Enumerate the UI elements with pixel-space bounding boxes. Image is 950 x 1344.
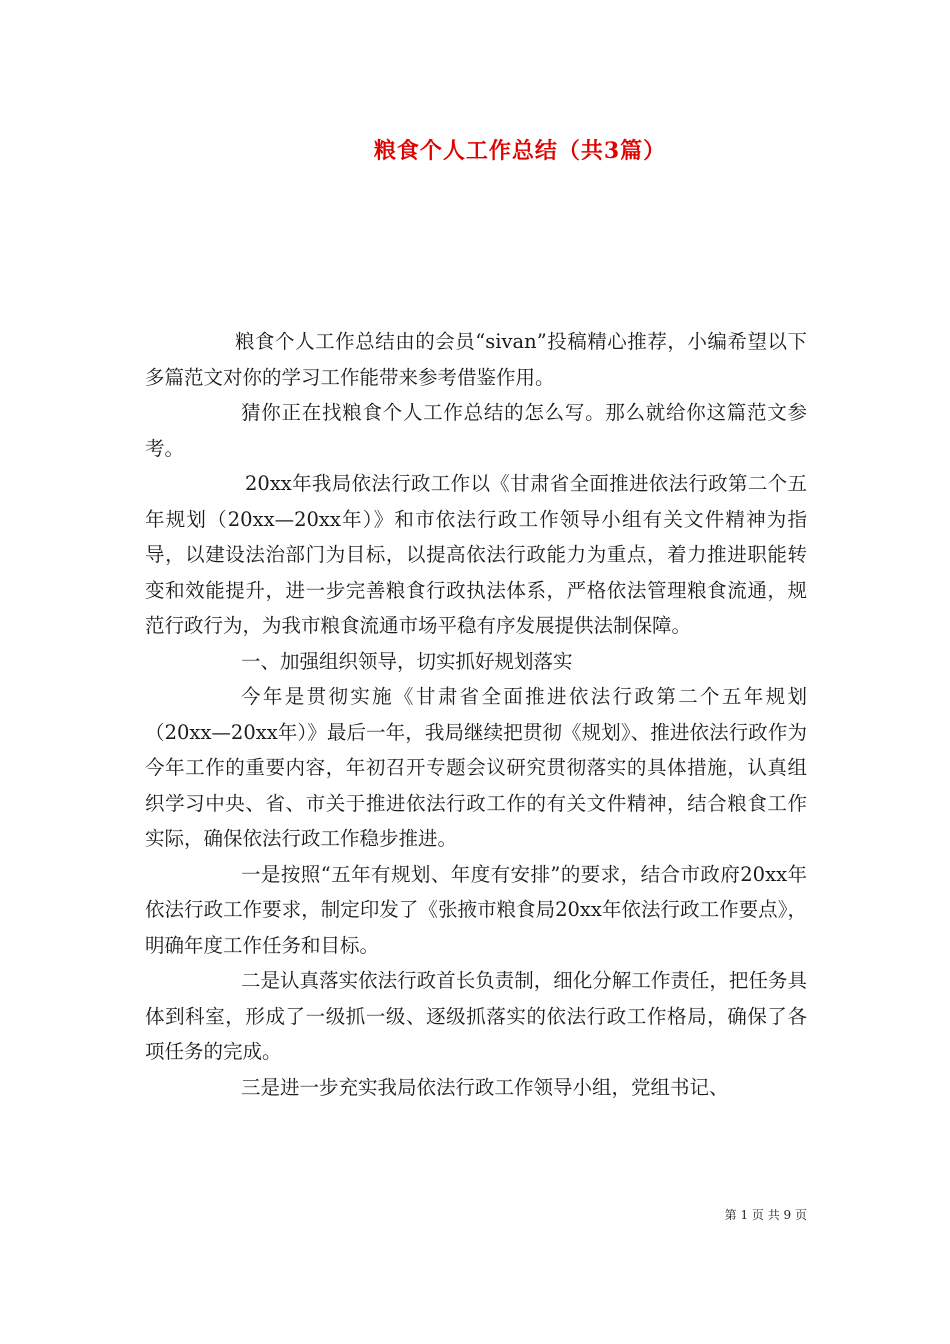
paragraph-plan: 今年是贯彻实施《甘肃省全面推进依法行政第二个五年规划（20xx—20xx年）》最后一年，我局继续把贯彻《规划》、推进依法行政作为今年工作的重要内容，年初召开专题会议研究贯彻落实的具体措施，认真组织学习中央、省、市关于推进依法行政工作的有关文件精神，结合粮食工作实际，确保依法行政工作稳步推进。	[145, 685, 807, 850]
document-title: 粮食个人工作总结（共3篇）	[373, 138, 667, 164]
paragraph-overview: 20xx年我局依法行政工作以《甘肃省全面推进依法行政第二个五年规划（20xx—20xx年）》和市依法行政工作领导小组有关文件精神为指导，以建设法治部门为目标，以提高依法行政能力为重点，着力推进职能转变和效能提升，进一步完善粮食行政执法体系，严格依法管理粮食流通，规范行政行为，为我市粮食流通市场平稳有序发展提供法制保障。	[145, 472, 807, 637]
paragraph-point-3: 三是进一步充实我局依法行政工作领导小组，党组书记、	[241, 1075, 729, 1099]
paragraph-point-2: 二是认真落实依法行政首长负责制，细化分解工作责任，把任务具体到科室，形成了一级抓一级、逐级抓落实的依法行政工作格局，确保了各项任务的完成。	[145, 969, 807, 1063]
paragraph-guess: 猜你正在找粮食个人工作总结的怎么写。那么就给你这篇范文参考。	[145, 401, 807, 460]
section-heading-1: 一、加强组织领导，切实抓好规划落实	[241, 649, 573, 673]
document-body	[145, 324, 807, 1105]
paragraph-intro: 粮食个人工作总结由的会员“sivan”投稿精心推荐，小编希望以下多篇范文对你的学习工作能带来参考借鉴作用。	[145, 330, 807, 389]
page-number: 第 1 页 共 9 页	[724, 1208, 807, 1222]
paragraph-point-1: 一是按照“五年有规划、年度有安排”的要求，结合市政府20xx年依法行政工作要求，制定印发了《张掖市粮食局20xx年依法行政工作要点》， 明确年度工作任务和目标。	[145, 862, 807, 957]
